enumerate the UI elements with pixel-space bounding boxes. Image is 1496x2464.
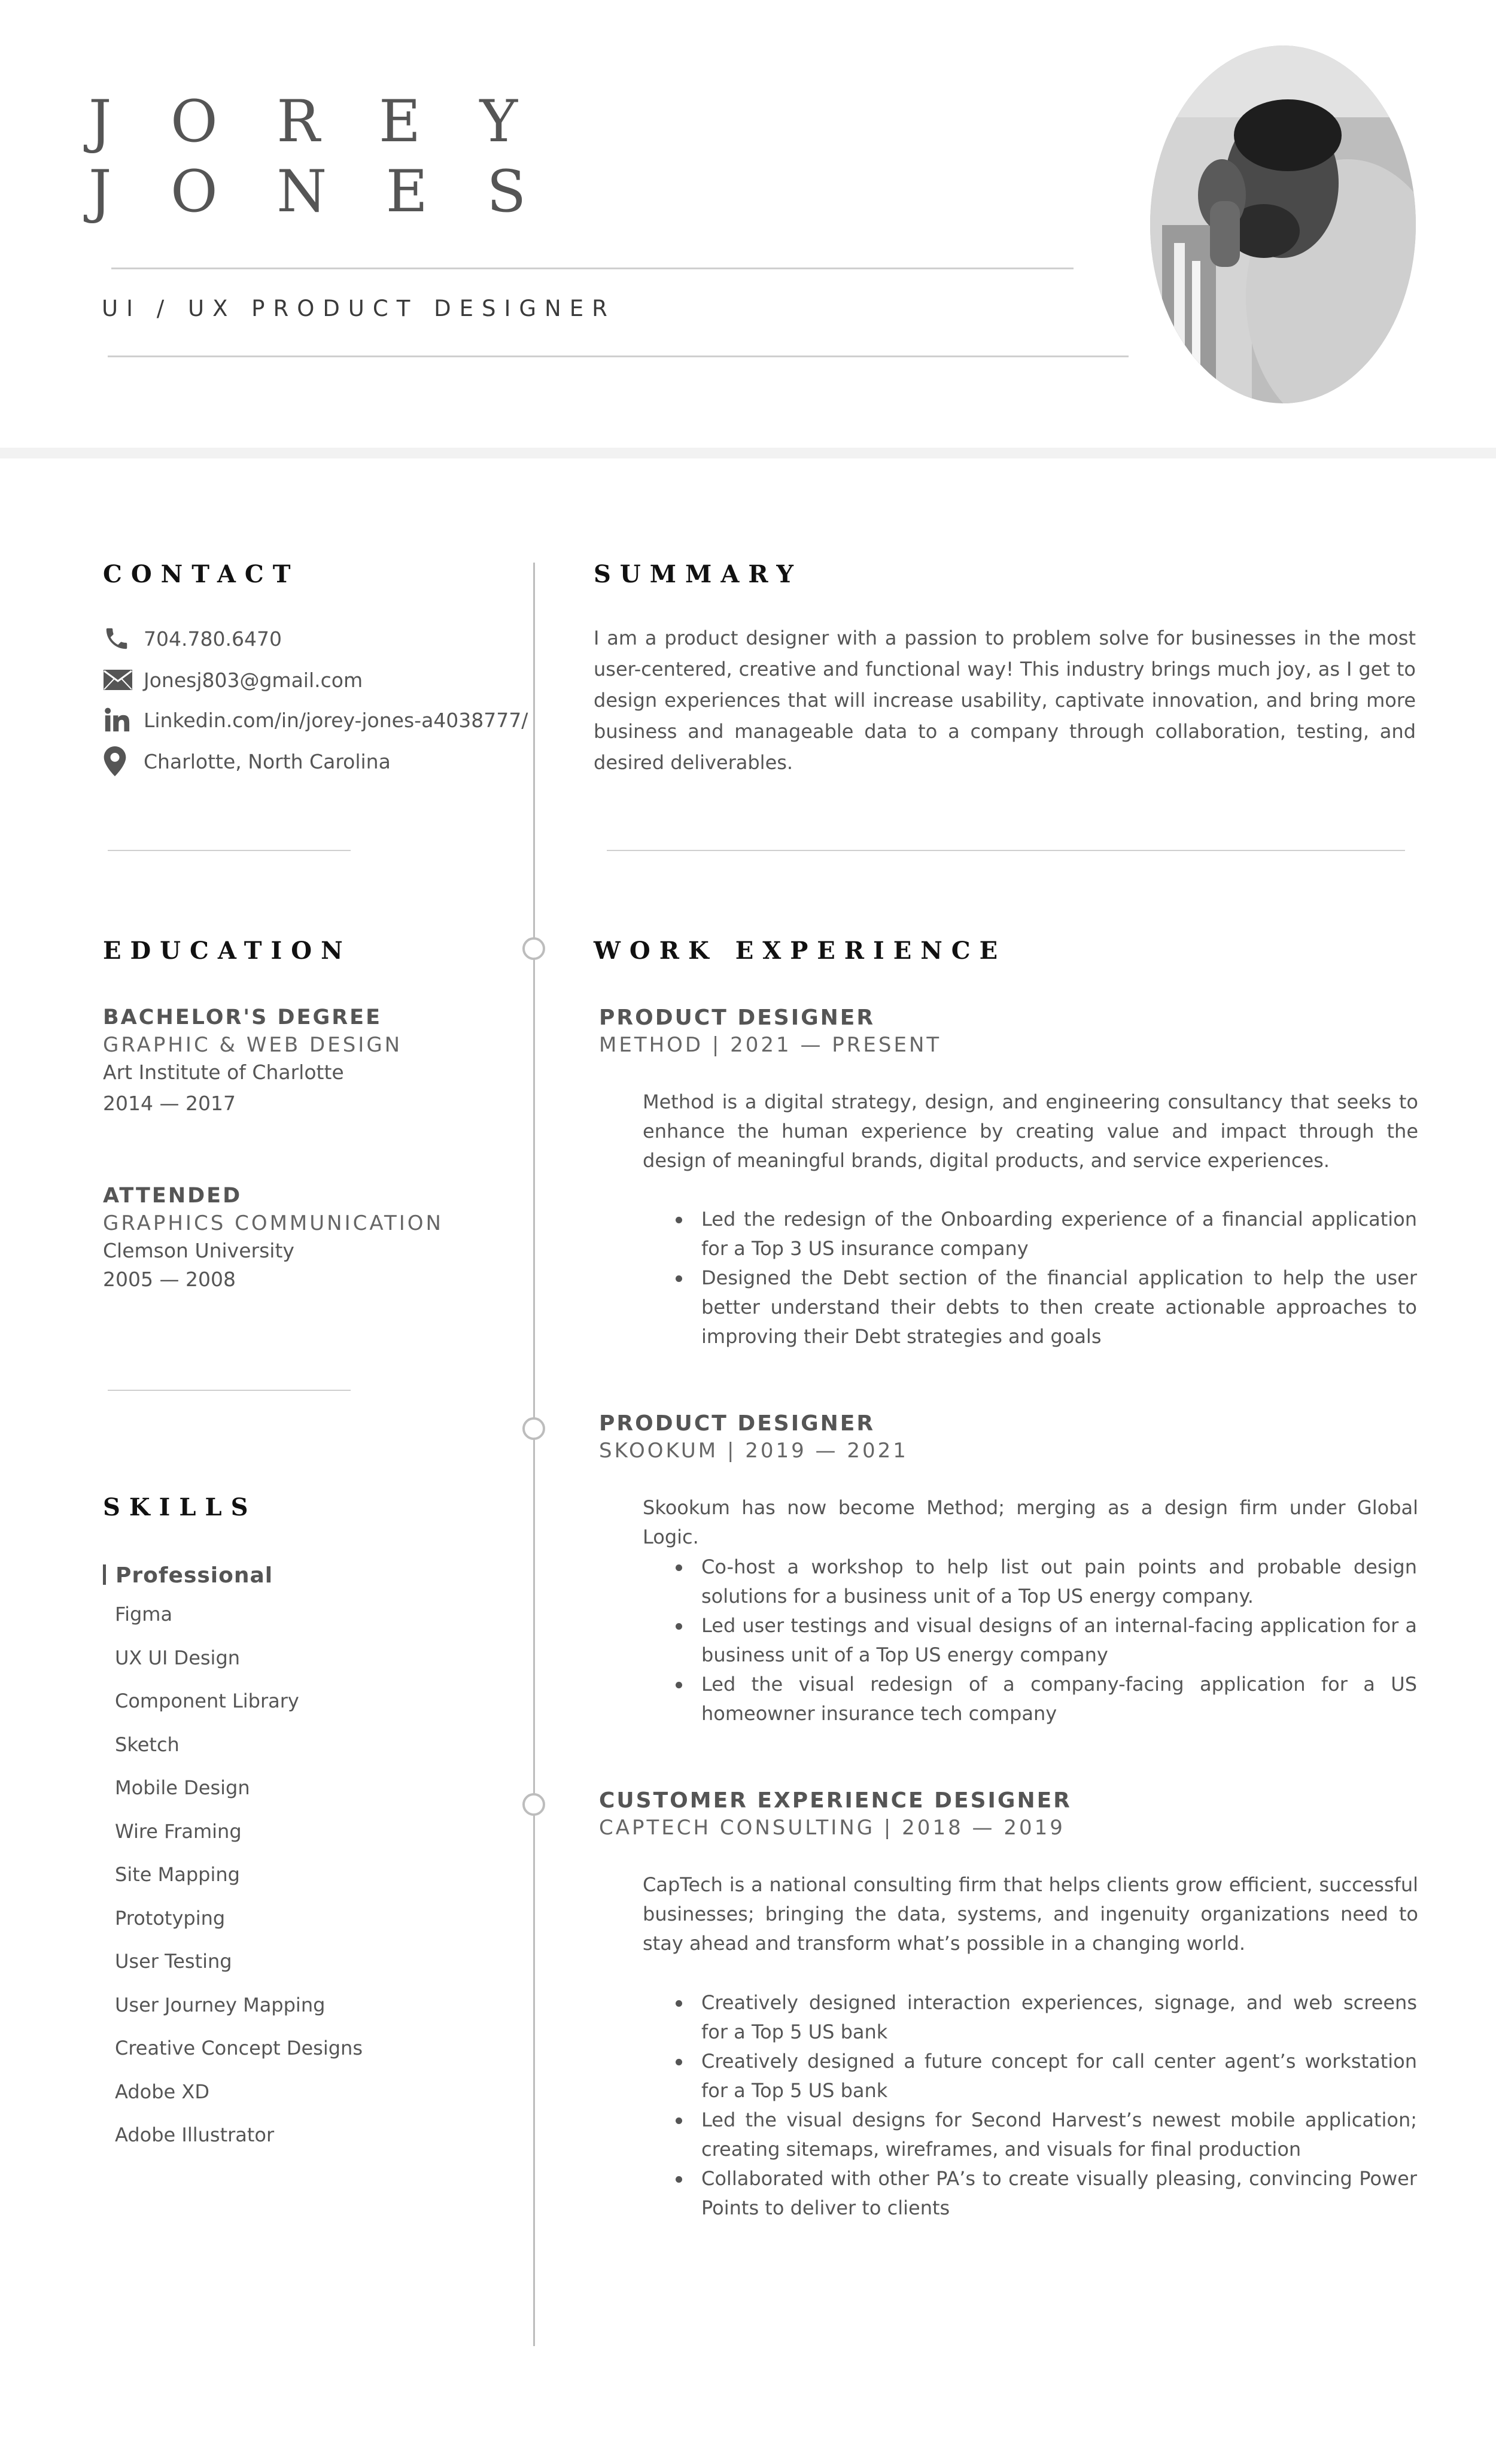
- job-entry: [599, 1005, 1419, 1057]
- linkedin-text[interactable]: Linkedin.com/in/jorey-jones-a4038777/: [144, 708, 528, 732]
- contact-phone: [103, 624, 282, 654]
- skill-item: Sketch: [115, 1733, 180, 1756]
- location-pin-icon: [103, 746, 144, 776]
- skill-item: Figma: [115, 1603, 173, 1626]
- summary-divider: [607, 850, 1405, 851]
- skill-item: Adobe XD: [115, 2080, 209, 2103]
- skills-category-label: Professional: [115, 1563, 273, 1588]
- header-band: [0, 448, 1496, 458]
- job-bullet: Creatively designed a future concept for call center agent’s workstation for a Top 5 US bank: [643, 2047, 1417, 2106]
- work-heading: WORK EXPERIENCE: [594, 937, 1007, 965]
- category-marker: [103, 1564, 106, 1585]
- timeline-dot: [522, 1793, 545, 1816]
- job-description: Method is a digital strategy, design, and engineering consultancy that seeks to enhance the human experience by creating value and impact through the design of meaningful brands, digital products, and service experiences.: [643, 1090, 1418, 1172]
- job-bullet: Designed the Debt section of the financial application to help the user better understand their debts to then create actionable approaches to improving their Debt strategies and goals: [643, 1263, 1417, 1351]
- job-bullets: [643, 1988, 1417, 2223]
- job-bullet: Creatively designed interaction experiences, signage, and web screens for a Top 5 US bank: [643, 1988, 1417, 2047]
- job-bullet: Led the visual redesign of a company-facing application for a US homeowner insurance tech company: [643, 1670, 1417, 1728]
- linkedin-icon: [103, 705, 144, 735]
- job-bullet: Led user testings and visual designs of an internal-facing application for a business unit of a Top US energy company: [643, 1611, 1417, 1670]
- job-bullet: Led the redesign of the Onboarding experience of a financial application for a Top 3 US insurance company: [643, 1205, 1417, 1263]
- education-degree: ATTENDED: [103, 1184, 242, 1208]
- last-name: J O N E S: [89, 158, 547, 225]
- job-title: PRODUCT DESIGNER: [599, 1411, 875, 1436]
- skills-list: [115, 1603, 363, 2167]
- job-bullet: Led the visual designs for Second Harvest’s newest mobile application; creating sitemaps, wireframes, and visuals for final production: [643, 2106, 1417, 2164]
- skill-item: Component Library: [115, 1690, 299, 1712]
- timeline-line: [533, 563, 535, 2346]
- job-description: CapTech is a national consulting firm that helps clients grow efficient, successful businesses; bringing the data, systems, and ingenuity organizations need to stay ahead and transform what’s possible in a changing world.: [643, 1873, 1418, 1955]
- contact-heading: CONTACT: [103, 560, 300, 588]
- skill-item: Mobile Design: [115, 1776, 250, 1799]
- education-degree: BACHELOR'S DEGREE: [103, 1005, 382, 1029]
- job-title: CUSTOMER EXPERIENCE DESIGNER: [599, 1788, 1072, 1813]
- job-entry: [599, 1411, 1419, 1463]
- skill-item: User Journey Mapping: [115, 1993, 326, 2016]
- timeline-dot: [522, 1417, 545, 1440]
- job-bullet: Collaborated with other PA’s to create visually pleasing, convincing Power Points to deliver to clients: [643, 2164, 1417, 2223]
- skill-item: Site Mapping: [115, 1863, 240, 1886]
- job-description: Skookum has now become Method; merging as a design firm under Global Logic.: [643, 1496, 1418, 1548]
- job-company: SKOOKUM | 2019 — 2021: [599, 1439, 908, 1463]
- job-title: PRODUCT DESIGNER: [599, 1005, 875, 1030]
- job-company: METHOD | 2021 — PRESENT: [599, 1033, 942, 1057]
- education-school: Art Institute of Charlotte: [103, 1061, 344, 1084]
- job-company: CAPTECH CONSULTING | 2018 — 2019: [599, 1816, 1065, 1840]
- header-divider-bottom: [108, 356, 1129, 357]
- education-years: 2005 — 2008: [103, 1268, 236, 1291]
- education-school: Clemson University: [103, 1239, 294, 1262]
- contact-location: [103, 746, 391, 776]
- skill-item: Prototyping: [115, 1906, 226, 1930]
- job-title: UI / UX PRODUCT DESIGNER: [102, 296, 616, 321]
- contact-email[interactable]: [103, 665, 363, 695]
- job-bullet: Co-host a workshop to help list out pain points and probable design solutions for a business unit of a Top US energy company.: [643, 1552, 1417, 1611]
- education-entry: [103, 1184, 443, 1291]
- skill-item: UX UI Design: [115, 1646, 241, 1669]
- phone-icon: [103, 624, 144, 654]
- education-years: 2014 — 2017: [103, 1092, 236, 1115]
- phone-text: 704.780.6470: [144, 627, 282, 651]
- contact-linkedin[interactable]: [103, 705, 528, 735]
- skills-category: [103, 1563, 273, 1588]
- summary-heading: SUMMARY: [594, 560, 802, 588]
- contact-divider: [108, 850, 351, 851]
- education-entry: [103, 1005, 402, 1115]
- header-divider-top: [111, 268, 1074, 269]
- timeline-dot: [522, 937, 545, 960]
- job-bullets: [643, 1552, 1417, 1728]
- skill-item: User Testing: [115, 1950, 232, 1973]
- skills-heading: SKILLS: [103, 1493, 257, 1521]
- skill-item: Creative Concept Designs: [115, 2037, 363, 2059]
- summary-text: I am a product designer with a passion to problem solve for businesses in the most user-centered, creative and functional way! This industry brings much joy, as I get to design experiences that will increase usability, captivate innovation, and bring more business and manageable data to a company through collaboration, testing, and desired deliverables.: [594, 627, 1416, 774]
- first-name: J O R E Y: [89, 88, 538, 155]
- skill-item: Wire Framing: [115, 1819, 242, 1843]
- job-bullets: [643, 1205, 1417, 1351]
- job-entry: [599, 1788, 1419, 1840]
- envelope-icon: [103, 665, 144, 695]
- profile-photo: [1150, 45, 1416, 403]
- education-divider: [108, 1390, 351, 1391]
- email-text[interactable]: Jonesj803@gmail.com: [144, 668, 363, 692]
- education-field: GRAPHIC & WEB DESIGN: [103, 1033, 403, 1057]
- education-heading: EDUCATION: [103, 937, 352, 965]
- skill-item: Adobe Illustrator: [115, 2123, 275, 2146]
- location-text: Charlotte, North Carolina: [144, 749, 391, 773]
- education-field: GRAPHICS COMMUNICATION: [103, 1211, 443, 1235]
